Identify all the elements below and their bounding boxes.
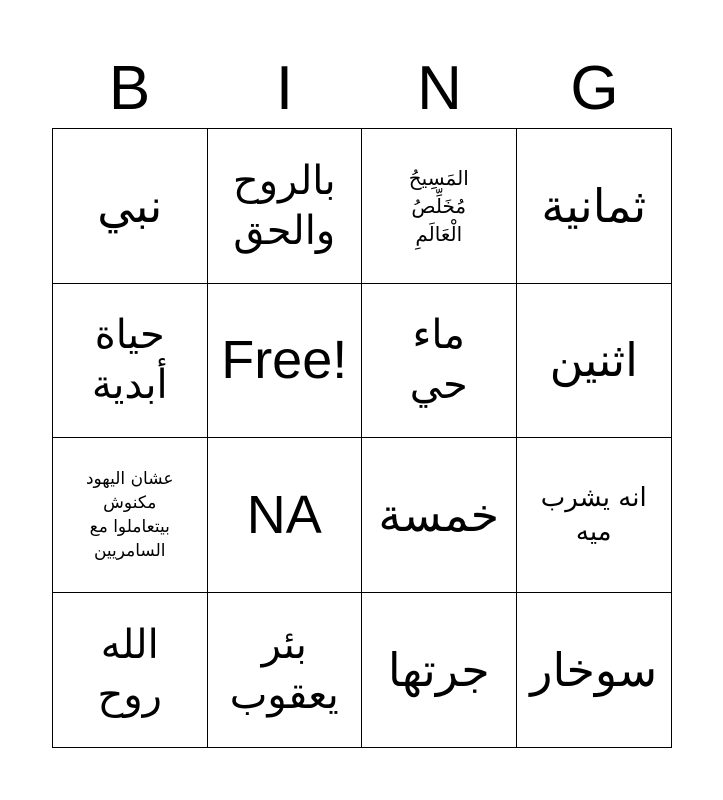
bingo-cell[interactable] [53,284,208,439]
bingo-cell[interactable] [208,129,363,284]
free-space-cell[interactable] [208,284,363,439]
header-letter-i: I [275,54,294,123]
bingo-cell[interactable] [208,593,363,748]
bingo-cell[interactable] [53,593,208,748]
bingo-cell[interactable] [53,129,208,284]
cell-text: NA [246,484,322,545]
bingo-cell[interactable] [362,438,517,593]
bingo-cell[interactable] [517,593,672,748]
header-letter-g: G [570,54,619,123]
cell-text: انه يشرب ميه [540,482,647,547]
bingo-cell[interactable] [362,284,517,439]
bingo-header [52,50,672,128]
cell-text: خمسة [378,487,500,542]
header-letter-b: B [108,54,151,123]
cell-text: ماء حي [409,312,468,409]
bingo-board [52,128,672,748]
cell-text: عشان اليهود مكنوش بيتعاملوا مع السامريين [85,468,174,561]
cell-text: حياة أبدية [91,312,168,409]
cell-text: سوخار [530,642,658,697]
cell-text: بالروح والحق [232,157,336,254]
bingo-cell[interactable] [517,284,672,439]
header-letter-n: N [417,54,462,123]
cell-text: ثمانية [541,178,647,233]
bingo-cell[interactable] [517,438,672,593]
cell-text: نبي [97,178,163,233]
bingo-cell[interactable] [517,129,672,284]
cell-text: اثنين [549,333,638,388]
cell-text: الله روح [97,621,162,718]
bingo-cell[interactable] [208,438,363,593]
cell-text: المَسِيحُ مُخَلِّصُ الْعَالَمِ [408,165,469,246]
bingo-cell[interactable] [53,438,208,593]
free-space-label: Free! [221,330,348,391]
cell-text: بئر يعقوب [229,621,339,718]
bingo-cell[interactable] [362,129,517,284]
bingo-cell[interactable] [362,593,517,748]
cell-text: جرتها [387,642,490,697]
